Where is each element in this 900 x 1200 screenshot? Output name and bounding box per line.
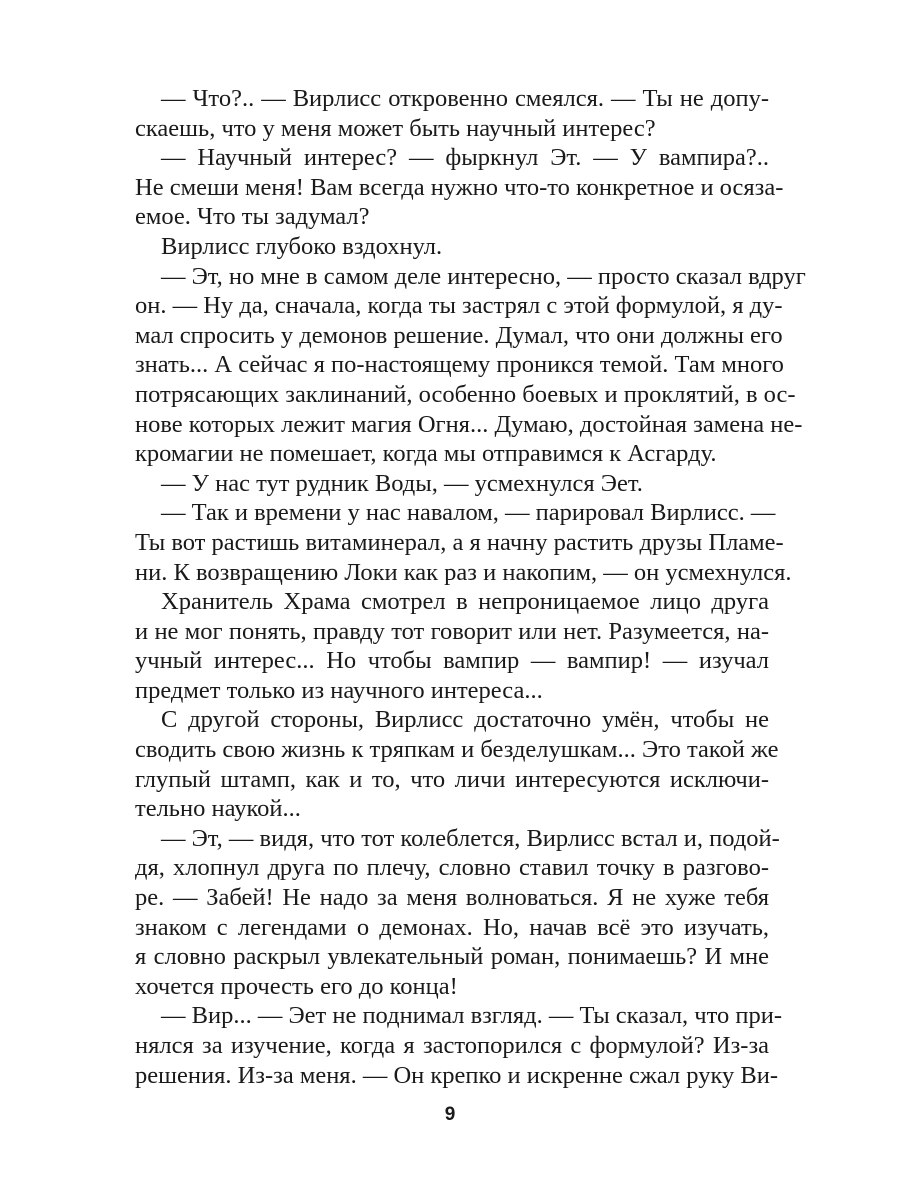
text-line: Хранитель Храма смотрел в непроницаемое лицо друга (161, 588, 769, 616)
text-line: знать... А сейчас я по-настоящему проникся темой. Там много (135, 351, 784, 379)
text-line: ре. — Забей! Не надо за меня волноваться. Я не хуже тебя (135, 884, 769, 912)
text-line: решения. Из-за меня. — Он крепко и искренне сжал руку Ви- (135, 1061, 778, 1089)
text-line: мал спросить у демонов решение. Думал, что они должны его (135, 321, 783, 349)
text-line: дя, хлопнул друга по плечу, словно ставил точку в разгово- (135, 854, 769, 882)
text-line: он. — Ну да, сначала, когда ты застрял с этой формулой, я ду- (135, 292, 783, 320)
text-line: скаешь, что у меня может быть научный интерес? (135, 114, 656, 142)
text-line: — Что?.. — Вирлисс откровенно смеялся. — Ты не допу- (161, 85, 769, 112)
text-line: Ты вот растишь витаминерал, а я начну растить друзы Пламе- (135, 528, 784, 556)
text-line: — Так и времени у нас навалом, — парировал Вирлисс. — (161, 499, 776, 527)
text-line: — Эт, но мне в самом деле интересно, — просто сказал вдруг (161, 262, 806, 290)
text-line: Вирлисс глубоко вздохнул. (161, 232, 443, 260)
text-line: емое. Что ты задумал? (135, 203, 370, 231)
text-line: кромагии не помешает, когда мы отправимся к Асгарду. (135, 440, 717, 468)
text-line: нялся за изучение, когда я застопорился с формулой? Из-за (135, 1032, 769, 1059)
text-line: хочется прочесть его до конца! (135, 972, 458, 1000)
text-line: Не смеши меня! Вам всегда нужно что-то конкретное и осяза- (135, 173, 784, 201)
text-line: я словно раскрыл увлекательный роман, понимаешь? И мне (135, 943, 769, 971)
page-number: 9 (444, 1104, 456, 1125)
text-line: предмет только из научного интереса... (135, 676, 543, 704)
text-line: и не мог понять, правду тот говорит или нет. Разумеется, на- (135, 617, 769, 645)
text-line: учный интерес... Но чтобы вампир — вампир! — изучал (135, 647, 769, 675)
text-line: — Научный интерес? — фыркнул Эт. — У вампира?.. (161, 144, 769, 172)
text-line: — У нас тут рудник Воды, — усмехнулся Эет. (161, 469, 643, 497)
text-line: тельно наукой... (135, 795, 301, 823)
text-line: ни. К возвращению Локи как раз и накопим, — он усмехнулся. (135, 558, 792, 586)
text-line: нове которых лежит магия Огня... Думаю, достойная замена не- (135, 410, 803, 438)
text-line: — Эт, — видя, что тот колеблется, Вирлисс встал и, подой- (161, 824, 780, 852)
text-line: сводить свою жизнь к тряпкам и безделушкам... Это такой же (135, 736, 779, 764)
text-line: глупый штамп, как и то, что личи интересуются исключи- (135, 765, 769, 793)
text-line: знаком с легендами о демонах. Но, начав всё это изучать, (135, 913, 769, 941)
text-line: — Вир... — Эет не поднимал взгляд. — Ты сказал, что при- (161, 1002, 783, 1030)
body-text (135, 84, 806, 1090)
text-line: потрясающих заклинаний, особенно боевых и проклятий, в ос- (135, 380, 796, 408)
text-line: С другой стороны, Вирлисс достаточно умён, чтобы не (161, 706, 769, 734)
